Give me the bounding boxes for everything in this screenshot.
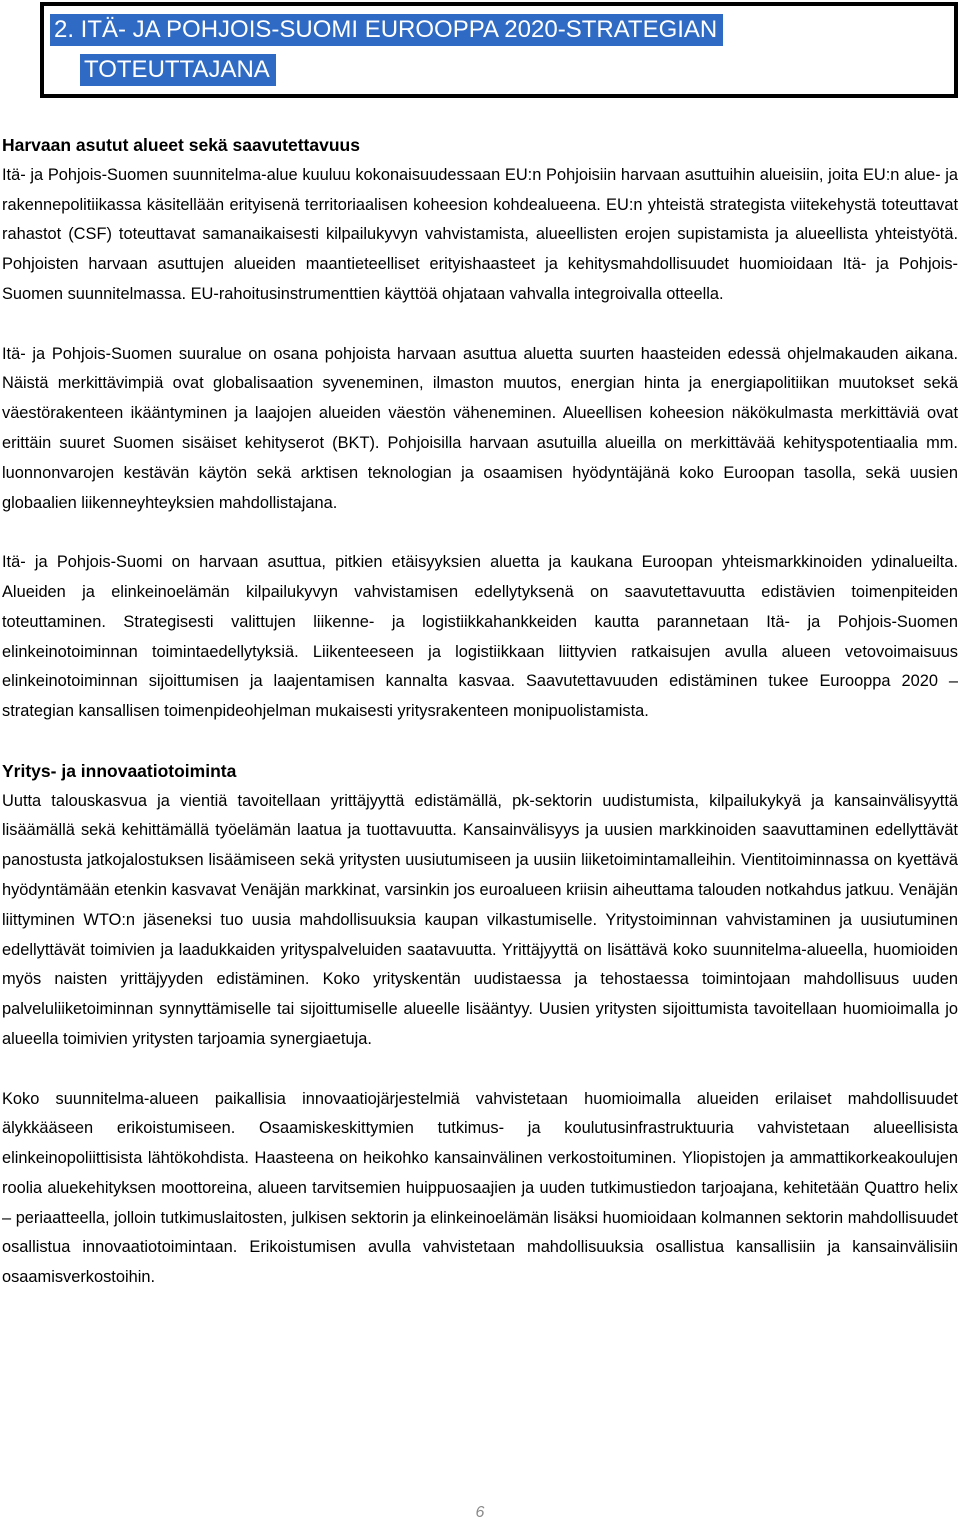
chapter-title-line-1: 2. ITÄ- JA POHJOIS-SUOMI EUROOPPA 2020-STRATEGIAN: [50, 14, 723, 46]
page-number: 6: [475, 1504, 485, 1521]
paragraph: Itä- ja Pohjois-Suomi on harvaan asuttua, pitkien etäisyyksien aluetta ja kaukana Euroopan yhteismarkkinoiden ydinalueilta. Alueiden ja elinkeinoelämän kilpailukyvyn vahvistamisen edellytyksenä on saavutettavuutta edistävien toimenpiteiden toteuttaminen. Strategisesti valittujen liikenne- ja logistiikkahankkeiden kautta parannetaan Itä- ja Pohjois-Suomen elinkeinotoiminnan toimintaedellytyksiä. Liikenteeseen ja logistiikkaan liittyvien ratkaisujen avulla alueen vetovoimaisuus elinkeinotoiminnan sijoittumisen ja laajentamisen kannalta kasvaa. Saavutettavuuden edistäminen tukee Eurooppa 2020 – strategian kansallisen toimenpideohjelman mukaisesti yritysrakenteen monipuolistamista.: [2, 553, 958, 721]
paragraph: Uutta talouskasvua ja vientiä tavoitellaan yrittäjyyttä edistämällä, pk-sektorin uudistumista, kilpailukykyä ja kansainvälisyyttä lisäämällä sekä kehittämällä työelämän laatua ja tuottavuutta. Kansainvälisyys ja uusien markkinoiden saavuttaminen edellyttävät panostusta jatkojalostuksen lisäämiseen sekä yritysten uusiutumiseen ja uusiin liiketoimintamalleihin. Vientitoiminnassa on kyettävä hyödyntämään etenkin kasvavat Venäjän markkinat, varsinkin jos euroalueen kriisin aiheuttama talouden notkahdus jatkuu. Venäjän liittyminen WTO:n jäseneksi tuo uusia mahdollisuuksia kaupan vilkastumiselle. Yritystoiminnan vahvistaminen ja uusiutuminen edellyttävät toimivien ja laadukkaiden yrityspalveluiden saatavuutta. Yrittäjyyttä on lisättävä koko suunnitelma-alueella, huomioiden myös naisten yrittäjyyden edistäminen. Koko yrityskentän uudistaessa ja tehostaessa toimintojaan mahdollisuus uuden palveluliiketoiminnan synnyttämiselle tai sijoittumiselle alueelle lisääntyy. Uusien yritysten sijoittumista tavoitellaan huomioimalla jo alueella toimivien yritysten tarjoamia synergiaetuja.: [2, 791, 958, 1048]
document-body: [2, 131, 958, 1293]
paragraph-spacer: [2, 310, 958, 340]
paragraph: Itä- ja Pohjois-Suomen suuralue on osana pohjoista harvaan asuttua aluetta suurten haasteiden edessä ohjelmakauden aikana. Näistä merkittävimpiä ovat globalisaation syveneminen, ilmaston muutos, energian hinta ja energiapolitiikan muutokset sekä väestörakenteen ikääntyminen ja laajojen alueiden väestön väheneminen. Alueellisen koheesion näkökulmasta merkittäviä ovat erittäin suuret Suomen sisäiset kehityserot (BKT). Pohjoisilla harvaan asutuilla alueilla on merkittävää kehityspotentiaalia mm. luonnonvarojen kestävän käytön sekä arktisen teknologian ja osaamisen hyödyntäjänä koko Euroopan tasolla, sekä uusien globaalien liikenneyhteyksien mahdollistajana.: [2, 344, 958, 512]
paragraph: Itä- ja Pohjois-Suomen suunnitelma-alue kuuluu kokonaisuudessaan EU:n Pohjoisiin harvaan asuttuihin alueisiin, joita EU:n alue- ja rakennepolitiikassa käsitellään erityisenä territoriaalisen koheesion kohdealueena. EU:n yhteistä strategista viitekehystä toteuttavat rahastot (CSF) toteuttavat samanaikaisesti kilpailukyvyn vahvistamista, alueellisten erojen supistamista ja alueellista yhteistyötä. Pohjoisten harvaan asuttujen alueiden maantieteelliset erityishaasteet ja kehitysmahdollisuudet huomioidaan Itä- ja Pohjois-Suomen suunnitelmassa. EU-rahoitusinstrumenttien käyttöä ohjataan vahvalla integroivalla otteella.: [2, 165, 958, 303]
section-heading-yritys-innovaatio: Yritys- ja innovaatiotoiminta: [2, 760, 237, 781]
paragraph-spacer: [2, 518, 958, 548]
paragraph-spacer: [2, 1055, 958, 1085]
paragraph-spacer: [2, 727, 958, 757]
chapter-title-line-2: TOTEUTTAJANA: [80, 54, 276, 86]
paragraph: Koko suunnitelma-alueen paikallisia innovaatiojärjestelmiä vahvistetaan huomioimalla alueiden erilaiset mahdollisuudet älykkääseen erikoistumiseen. Osaamiskeskittymien tutkimus- ja koulutusinfrastruktuuria vahvistetaan alueellisista elinkeinopoliittisista lähtökohdista. Haasteena on heikohko kansainvälinen verkostoituminen. Yliopistojen ja ammattikorkeakoulujen roolia aluekehityksen moottoreina, alueen tarvitsemien huippuosaajien ja uuden tutkimustiedon tarjoajana, kehitetään Quattro helix – periaatteella, jolloin tutkimuslaitosten, julkisen sektorin ja elinkeinoelämän lisäksi huomioidaan kolmannen sektorin mahdollisuudet osallistua innovaatiotoimintaan. Erikoistumisen avulla vahvistetaan mahdollisuuksia osallistua kansallisiin ja kansainvälisiin osaamisverkostoihin.: [2, 1089, 958, 1287]
section-heading-harvaan-asutut: Harvaan asutut alueet sekä saavutettavuus: [2, 135, 360, 155]
chapter-title-box: [40, 2, 958, 98]
